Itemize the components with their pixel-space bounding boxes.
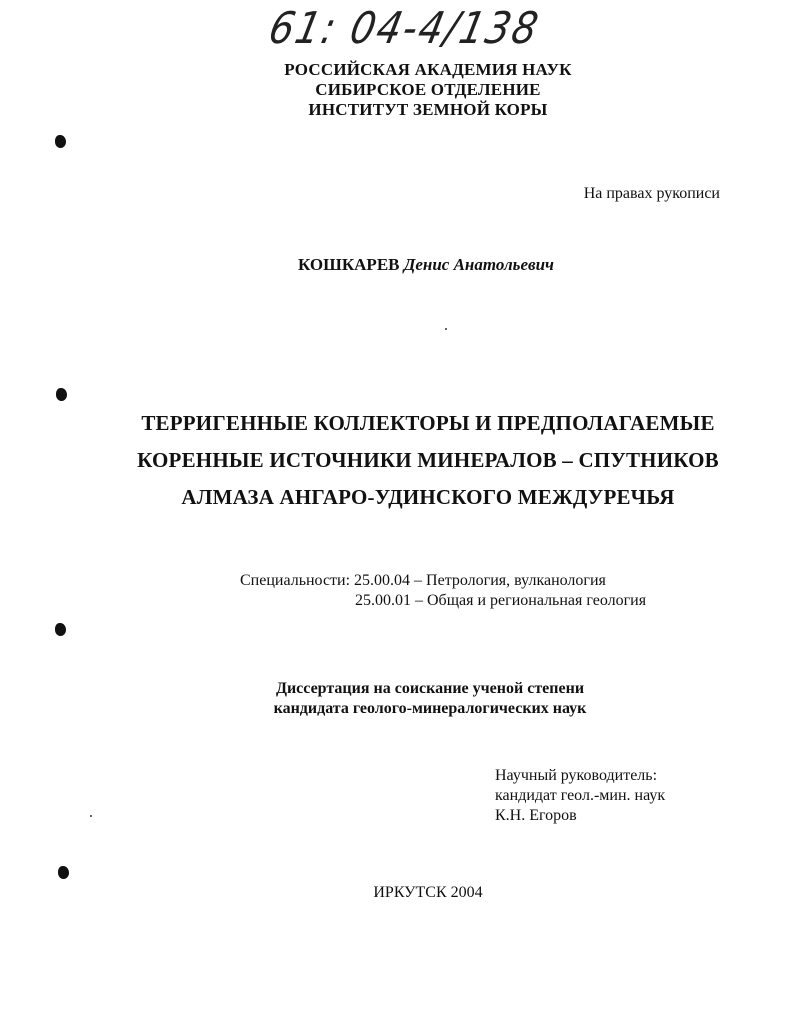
rights-note: На правах рукописи — [583, 185, 720, 202]
handwritten-catalog-number — [264, 2, 545, 66]
header-institute: ИНСТИТУТ ЗЕМНОЙ КОРЫ — [308, 100, 548, 119]
scientific-advisor — [495, 766, 665, 826]
specialty-1: 25.00.04 – Петрология, вулканология — [354, 572, 606, 589]
punch-hole-mark — [58, 866, 69, 879]
header-academy: РОССИЙСКАЯ АКАДЕМИЯ НАУК — [284, 60, 572, 79]
title-line-3: АЛМАЗА АНГАРО-УДИНСКОГО МЕЖДУРЕЧЬЯ — [181, 485, 675, 509]
specialty-row-1 — [240, 571, 646, 591]
institution-header — [0, 60, 796, 120]
degree-line-1: Диссертация на соискание ученой степени — [275, 680, 585, 697]
city-year: ИРКУТСК 2004 — [373, 884, 483, 901]
advisor-name: К.Н. Егоров — [495, 807, 577, 824]
author-given-names: Денис Анатольевич — [403, 255, 554, 274]
scan-speck — [90, 815, 92, 817]
specialties — [240, 571, 646, 611]
dissertation-title — [0, 405, 796, 516]
header-branch: СИБИРСКОЕ ОТДЕЛЕНИЕ — [315, 80, 541, 99]
degree-statement — [0, 679, 796, 719]
specialties-label: Специальности: — [240, 572, 351, 589]
specialty-2: 25.00.01 – Общая и региональная геология — [355, 592, 647, 609]
title-line-1: ТЕРРИГЕННЫЕ КОЛЛЕКТОРЫ И ПРЕДПОЛАГАЕМЫЕ — [141, 411, 715, 435]
handwritten-number-text: 61: 04-4/138 — [264, 2, 545, 54]
advisor-degree: кандидат геол.-мин. наук — [495, 787, 666, 804]
advisor-role: Научный руководитель: — [495, 767, 658, 784]
punch-hole-mark — [55, 135, 66, 148]
title-line-2: КОРЕННЫЕ ИСТОЧНИКИ МИНЕРАЛОВ – СПУТНИКОВ — [137, 448, 719, 472]
punch-hole-mark — [55, 623, 66, 636]
author-surname: КОШКАРЕВ — [298, 255, 400, 274]
punch-hole-mark — [56, 388, 67, 401]
scan-speck — [445, 328, 447, 330]
degree-line-2: кандидата геолого-минералогических наук — [273, 700, 587, 717]
author — [0, 255, 796, 275]
